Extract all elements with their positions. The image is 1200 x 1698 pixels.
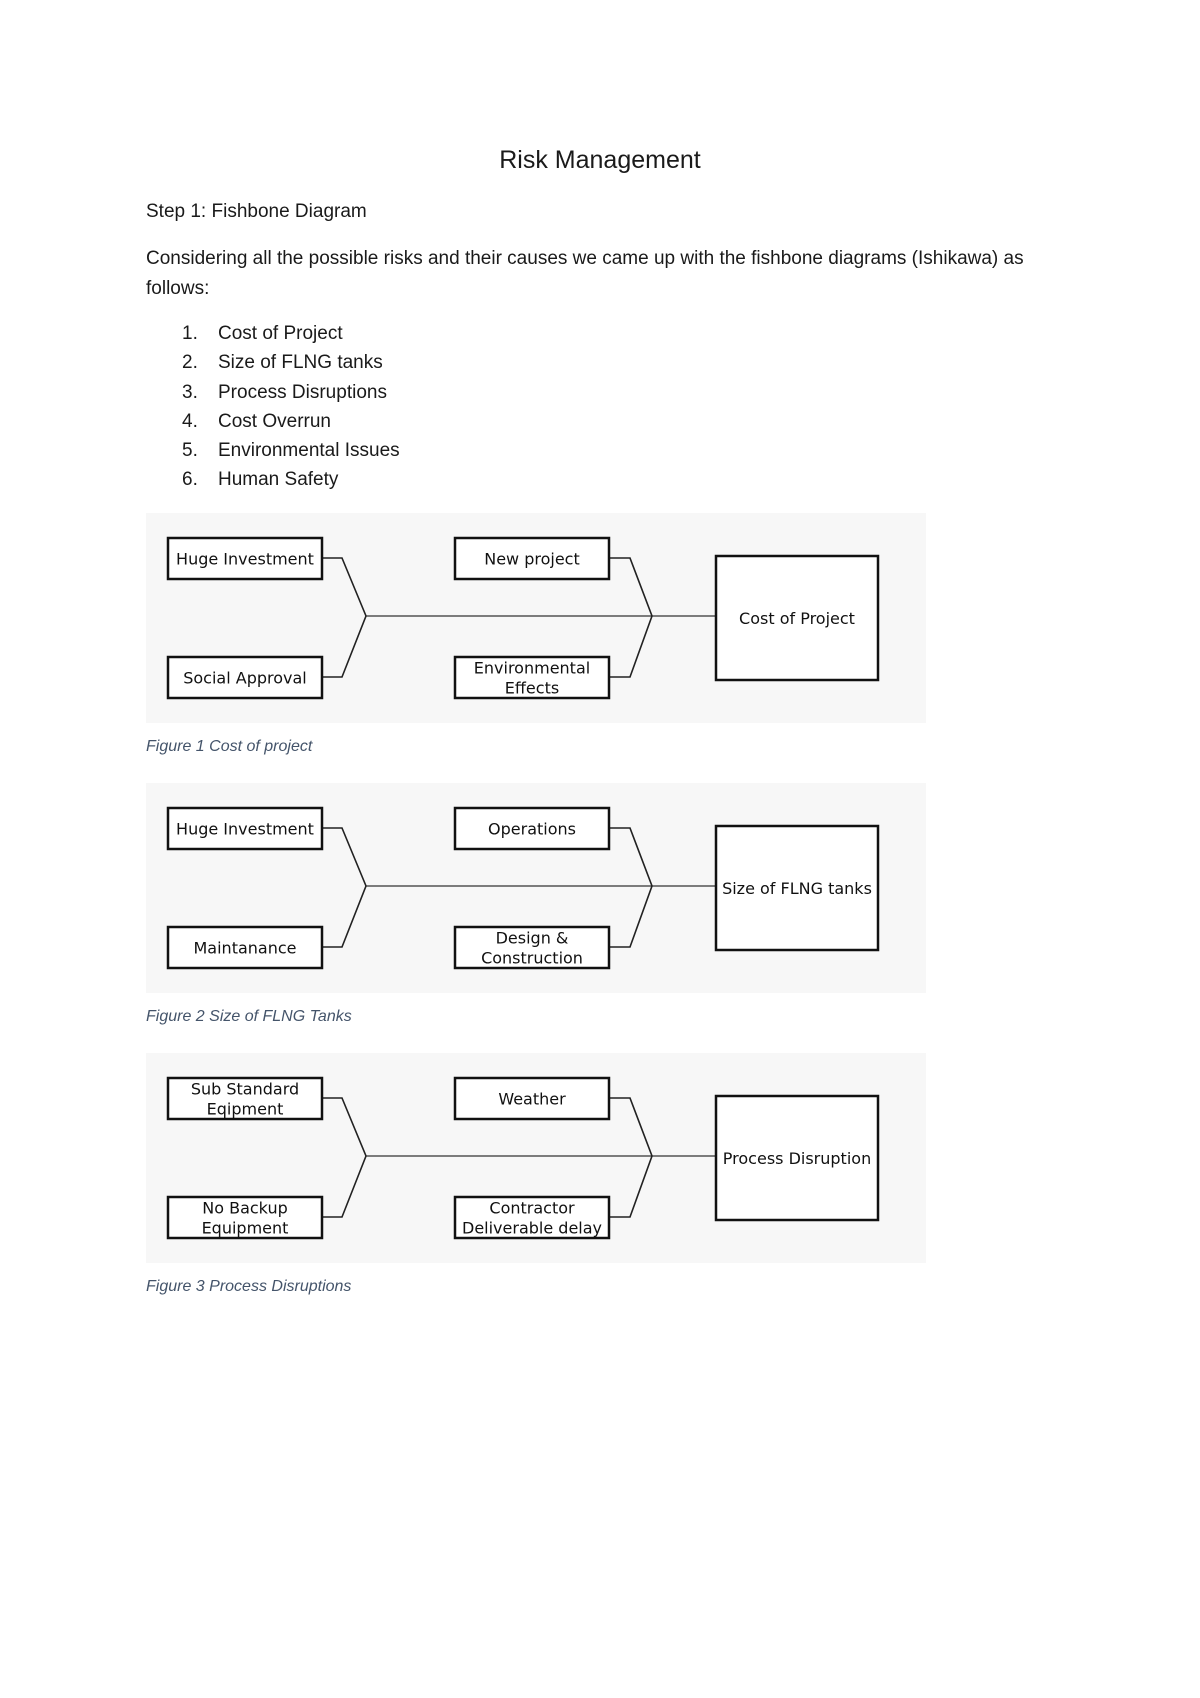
fishbone-svg xyxy=(146,783,926,993)
figure-caption: Figure 3 Process Disruptions xyxy=(146,1278,352,1295)
list-label: Human Safety xyxy=(218,469,339,491)
left-rib xyxy=(322,1098,366,1217)
list-label: Size of FLNG tanks xyxy=(218,352,383,374)
cause-bottom-mid-label: Design & xyxy=(495,928,569,948)
list-item xyxy=(146,319,400,348)
list-item xyxy=(146,465,400,494)
cause-top-mid-label: Operations xyxy=(488,819,576,839)
fishbone-diagram-cost-of-project xyxy=(146,513,926,723)
fishbone-svg xyxy=(146,1053,926,1263)
list-item xyxy=(146,407,400,436)
list-item xyxy=(146,348,400,377)
list-number: 2. xyxy=(182,352,198,374)
page-title: Risk Management xyxy=(499,146,701,174)
cause-top-mid-label: New project xyxy=(484,549,580,569)
fishbone-diagram-size-of-flng-tanks xyxy=(146,783,926,993)
cause-bottom-mid-label: Effects xyxy=(504,678,560,698)
list-number: 5. xyxy=(182,440,198,462)
list-number: 6. xyxy=(182,469,198,491)
figure-caption: Figure 1 Cost of project xyxy=(146,738,313,755)
cause-bottom-left-label: Equipment xyxy=(201,1218,289,1238)
effect-label: Process Disruption xyxy=(722,1149,872,1168)
fishbone-svg xyxy=(146,513,926,723)
cause-bottom-left-label: No Backup xyxy=(202,1198,288,1218)
cause-top-mid-label: Weather xyxy=(498,1089,566,1109)
step-heading: Step 1: Fishbone Diagram xyxy=(146,201,367,222)
list-item xyxy=(146,436,400,465)
mid-rib xyxy=(609,558,652,677)
list-label: Cost of Project xyxy=(218,323,343,344)
mid-rib xyxy=(609,828,652,947)
fishbone-diagram-process-disruption xyxy=(146,1053,926,1263)
cause-bottom-mid-label: Construction xyxy=(481,948,583,968)
intro-paragraph: Considering all the possible risks and their causes we came up with the fishbone diagrams (Ishikawa) as follows: xyxy=(146,248,1024,299)
list-number: 4. xyxy=(182,410,198,432)
cause-top-left-label: Sub Standard xyxy=(190,1079,300,1099)
cause-top-left-label: Huge Investment xyxy=(176,549,314,569)
cause-bottom-mid-label: Environmental xyxy=(473,658,591,678)
mid-rib xyxy=(609,1098,652,1217)
cause-bottom-left-label: Social Approval xyxy=(183,668,307,688)
left-rib xyxy=(322,558,366,677)
cause-bottom-left-label: Maintanance xyxy=(193,938,297,958)
cause-bottom-mid-label: Deliverable delay xyxy=(462,1218,602,1238)
list-label: Environmental Issues xyxy=(218,440,400,462)
cause-bottom-mid-label: Contractor xyxy=(489,1198,575,1218)
left-rib xyxy=(322,828,366,947)
list-label: Cost Overrun xyxy=(218,410,331,432)
list-item xyxy=(146,378,400,407)
figure-caption: Figure 2 Size of FLNG Tanks xyxy=(146,1008,352,1025)
list-number: 1. xyxy=(182,323,198,344)
risk-list xyxy=(146,319,400,495)
effect-label: Size of FLNG tanks xyxy=(722,879,872,898)
cause-top-left-label: Huge Investment xyxy=(176,819,314,839)
list-label: Process Disruptions xyxy=(218,381,387,403)
effect-label: Cost of Project xyxy=(739,609,855,628)
list-number: 3. xyxy=(182,381,198,403)
cause-top-left-label: Eqipment xyxy=(206,1099,284,1119)
